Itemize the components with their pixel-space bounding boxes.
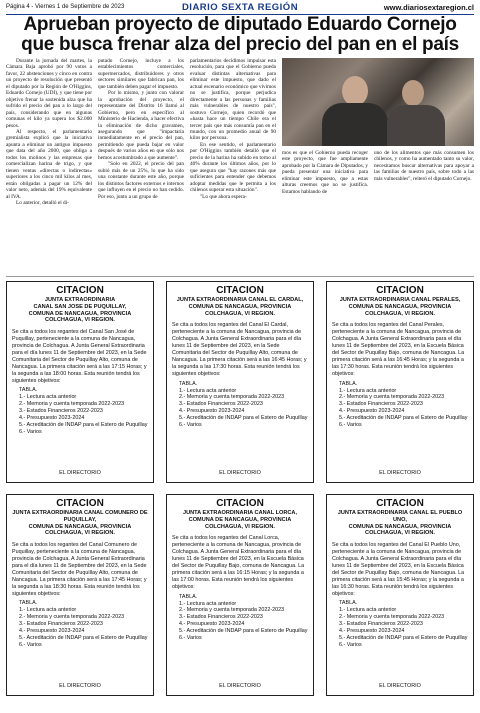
paragraph: Al respecto, el parlamentario gremialista explicó que la iniciativa apunta a eliminar un antiguo impuesto que data del año 2000, que obliga a todos los molinos y las empresas que comercializan harina de trigo, y que tienen ventas «directas o indirectas» superiores a los cinco mil kilos al mes, están obligadas a pagar un 12% del valor neto, además del 19% equivalente al IVA. — [6, 128, 92, 200]
agenda-item: 4.- Presupuesto 2023-2024 — [179, 408, 245, 415]
section-divider — [6, 276, 474, 277]
citation-table-label: TABLA. — [339, 380, 358, 387]
citation-body: Se cita a todos los regantes del Canal San José de Puquillay, perteneciente a la comuna de Nancagua, provincia de Colchagua. A Junta General Extraordinaria para el día lunes 11 de Septiembre del 2023, en la Sede Comunitaria del Sector de Puquillay Alto, comuna de Nancagua. La primera citación será a las 17:15 Horas; y la segunda a las 18:00 horas. Esta reunión tendrá los siguientes objetivos: — [12, 329, 147, 384]
paragraph: En ese sentido, el parlamentario por O'Higgins también detalló que el precio de la harina ha subido en torno al 40% durante los últimos años, por lo que asegura que "hay razones más que suficientes para entender que debemos adoptar medidas que le permita a los chilenos superar esta situación". — [190, 141, 276, 194]
citation-body: Se cita a todos los regantes del Canal El Pueblo Uno, perteneciente a la comuna de Nancagua, provincia de Colchagua. A Junta General Extraordinaria para el día lunes 11 de Septiembre del 2023, en la Escuela Básica del Sector de Puquillay Bajo, comuna de Nancagua. La primera citación será a las 15:45 Horas; y la segunda a las 16:30 horas. Esta reunión tendrá los siguientes objetivos: — [332, 542, 465, 597]
agenda-item: 4.- Presupuesto 2023-2024 — [339, 408, 405, 415]
citation-title: CITACION — [376, 285, 424, 296]
article-column-4 — [282, 150, 368, 273]
citation-signature: EL DIRECTORIO — [59, 470, 101, 476]
agenda-item: 3.- Estados Financieros 2022-2023 — [19, 621, 103, 628]
citation-heading: JUNTA EXTRAORDINARIA CANAL PERALES, COMUNA DE NANCAGUA, PROVINCIA COLCHAGUA, VI REGION. — [339, 297, 461, 317]
citation-heading: JUNTA EXTRAORDINARIA CANAL SAN JOSE DE PUQUILLAY, COMUNA DE NANCAGUA, PROVINCIA COLCHAGUA, VI REGION. — [28, 297, 132, 324]
paragraph: Lo anterior, detalló el di- — [16, 199, 69, 206]
citation-body: Se cita a todos los regantes del Canal Perales, perteneciente a la comuna de Nancagua, provincia de Colchagua. A Junta General Extraordinaria para el día lunes 11 de Septiembre del 2023, en la Escuela Básica del Sector de Puquillay Bajo, comuna de Nancagua. La primera citación será a las 16:45 Horas; y la segunda a las 17:30 horas. Esta reunión tendrá los siguientes objetivos: — [332, 322, 465, 377]
citation-body: Se cita a todos los regantes del Canal Lorca, perteneciente a la comuna de Nancagua, provincia de Colchagua. A Junta General Extraordinaria para el día lunes 11 de Septiembre del 2023, en la Escuela Básica del Sector de Puquillay Bajo, comuna de Nancagua. La primera citación será a las 16:15 Horas; y la segunda a las 17:00 horas. Esta reunión tendrá los siguientes objetivos: — [172, 535, 305, 590]
citation-title: CITACION — [56, 285, 104, 296]
agenda-item: 6.- Varios — [339, 641, 362, 648]
citation-heading: JUNTA EXTRAORDINARIA CANAL COMUNERO DE PUQUILLAY, COMUNA DE NANCAGUA, PROVINCIA COLCHAGUA, VI REGION. — [12, 510, 148, 537]
citation-table-label: TABLA. — [179, 380, 198, 387]
agenda-item: 5.- Acreditación de INDAP para el Estero de Puquillay — [179, 628, 308, 635]
citation-heading: JUNTA EXTRAORDINARIA CANAL LORCA, COMUNA DE NANCAGUA, PROVINCIA COLCHAGUA, VI REGION. — [182, 510, 298, 530]
citation-title: CITACION — [216, 498, 264, 509]
citation-notice — [166, 494, 314, 696]
citation-signature: EL DIRECTORIO — [219, 470, 261, 476]
citation-notice — [166, 281, 314, 483]
agenda-item: 3.- Estados Financieros 2022-2023 — [339, 401, 423, 408]
citation-notice — [6, 494, 154, 696]
citation-notice — [326, 494, 474, 696]
citation-table-label: TABLA. — [339, 600, 358, 607]
photo-person-body — [322, 103, 388, 146]
agenda-item: 5.- Acreditación de INDAP para el Estero de Puquillay — [339, 415, 468, 422]
citation-notice — [6, 281, 154, 483]
photo-person — [342, 76, 368, 106]
citation-heading: JUNTA EXTRAORDINARIA CANAL EL CARDAL, COMUNA DE NANCAGUA, PROVINCIA COLCHAGUA, VI REGION. — [176, 297, 304, 317]
paragraph: "Lo que ahora espera- — [200, 193, 247, 200]
headline: Aprueban proyecto de diputado Eduardo Cornejo que busca frenar alza del precio del pan en el país — [21, 14, 459, 55]
agenda-item: 2.- Memoria y cuenta temporada 2022-2023 — [179, 394, 285, 401]
article-column-5 — [374, 150, 474, 273]
agenda-item: 5.- Acreditación de INDAP para el Estero de Puquillay — [19, 634, 148, 641]
section-title: DIARIO SEXTA REGIÓN — [181, 2, 299, 13]
agenda-item: 2.- Memoria y cuenta temporada 2022-2023 — [179, 607, 285, 614]
agenda-item: 2.- Memoria y cuenta temporada 2022-2023 — [19, 614, 125, 621]
citation-body: Se cita a todos los regantes del Canal El Cardal, perteneciente a la comuna de Nancagua, provincia de Colchagua. A Junta General Extraordinaria para el día lunes 11 de Septiembre del 2023, en la Sede Comunitaria del Sector de Puquillay Alto, comuna de Nancagua. La primera citación será a las 16:45 Horas; y la segunda a las 17:30 horas. Esta reunión tendrá los siguientes objetivos: — [172, 322, 307, 377]
citation-table-label: TABLA. — [19, 600, 38, 607]
agenda-item: 2.- Memoria y cuenta temporada 2022-2023 — [19, 401, 125, 408]
agenda-item: 4.- Presupuesto 2023-2024 — [19, 415, 85, 422]
agenda-item: 3.- Estados Financieros 2022-2023 — [179, 614, 263, 621]
agenda-item: 3.- Estados Financieros 2022-2023 — [179, 401, 263, 408]
agenda-item: 6.- Varios — [19, 428, 42, 435]
photo-person — [402, 80, 424, 106]
article-photo — [282, 58, 474, 146]
agenda-item: 2.- Memoria y cuenta temporada 2022-2023 — [339, 394, 445, 401]
citation-signature: EL DIRECTORIO — [379, 683, 421, 689]
paragraph: uno de los alimentos que más consumen los chilenos, y como ha aumentado tanto su valor, necesitamos buscar alternativas para apoyar a las familias de nuestro país, sobre todo a las más vulnerables", reiteró el diputado Cornejo. — [374, 150, 474, 182]
page-date: Página 4 - Viernes 1 de Septiembre de 2023 — [6, 4, 125, 10]
citation-title: CITACION — [56, 498, 104, 509]
citation-body: Se cita a todos los regantes del Canal Comunero de Puquillay, perteneciente a la comuna de Nancagua, provincia de Colchagua. A Junta General Extraordinaria para el día lunes 11 de Septiembre del 2023, en la Sede Comunitaria del Sector de Puquillay Alto, comuna de Nancagua. La primera citación será a las 17:45 Horas; y la segunda a las 18:30 horas. Esta reunión tendrá los siguientes objetivos: — [12, 542, 147, 597]
photo-person-body — [387, 105, 445, 146]
agenda-item: 4.- Presupuesto 2023-2024 — [179, 621, 245, 628]
agenda-item: 6.- Varios — [179, 422, 202, 429]
agenda-item: 5.- Acreditación de INDAP para el Estero de Puquillay — [19, 421, 148, 428]
agenda-item: 6.- Varios — [339, 422, 362, 429]
citation-title: CITACION — [376, 498, 424, 509]
agenda-item: 4.- Presupuesto 2023-2024 — [19, 628, 85, 635]
agenda-item: 1.- Lectura acta anterior — [179, 600, 237, 607]
agenda-item: 5.- Acreditación de INDAP para el Estero de Puquillay — [179, 415, 308, 422]
citation-signature: EL DIRECTORIO — [219, 683, 261, 689]
agenda-item: 3.- Estados Financieros 2022-2023 — [19, 408, 103, 415]
agenda-item: 1.- Lectura acta anterior — [179, 387, 237, 394]
agenda-item: 5.- Acreditación de INDAP para el Estero de Puquillay — [339, 634, 468, 641]
citation-table-label: TABLA. — [19, 387, 38, 394]
citation-notice — [326, 281, 474, 483]
agenda-item: 4.- Presupuesto 2023-2024 — [339, 628, 405, 635]
citation-signature: EL DIRECTORIO — [59, 683, 101, 689]
paragraph: parlamentarios decidimos impulsar esta resolución, para que el Gobierno pueda evaluar distintas alternativas para eliminar este impuesto, que dado el actual escenario económico que vivimos no se justifica, porque perjudica directamente a las personas y familias más vulnerables de nuestro país", sostuvo Cornejo, quien recordó que «hasta hace un tiempo Chile era el tercer país que más consumía pan en el mundo, con un promedio anual de 90 kilos por persona. — [190, 58, 276, 142]
article-column-2 — [98, 58, 184, 273]
paragraph: "Solo en 2022, el precio del pan subió más de un 25%, lo que ha sido una constante durante este año, porque los distintos factores externos e internos que influyen en el precio no han cedido. Por eso, junto a un grupo de — [98, 161, 184, 200]
article-column-1 — [6, 58, 92, 273]
paragraph: Durante la jornada del martes, la Cámara Baja aprobó por 90 votos a favor, 22 abstenciones y cinco en contra un proyecto de resolución que presentó el diputado por la Región de O'Higgins, Eduardo Cornejo (UDI), y que tiene por objetivo frenar la sostenida alza que ha sufrido el precio del pan a lo largo del país, considerando que en algunas comunas el kilo ya supera los $2.000 pesos. — [6, 58, 92, 129]
agenda-item: 6.- Varios — [179, 635, 202, 642]
agenda-item: 2.- Memoria y cuenta temporada 2022-2023 — [339, 614, 445, 621]
article-column-3 — [190, 58, 276, 273]
citation-heading: JUNTA EXTRAORDINARIA CANAL EL PUEBLO UNO, COMUNA DE NANCAGUA, PROVINCIA COLCHAGUA, VI REGION. — [337, 510, 463, 537]
agenda-item: 3.- Estados Financieros 2022-2023 — [339, 621, 423, 628]
paragraph: Por lo mismo, y junto con valorar la aprobación del proyecto, el representante del Distrito 16 llamó al Gobierno, pero en específico al Ministerio de Hacienda, a hacer efectiva la eliminación de dicho gravamen, asegurando que "impactaría inmediatamente en el precio del pan, permitiendo que pueda bajar en valor después de varios años en que sólo nos hemos acostumbrado a que aumente". — [98, 90, 184, 161]
citation-signature: EL DIRECTORIO — [379, 470, 421, 476]
agenda-item: 1.- Lectura acta anterior — [19, 394, 77, 401]
site-url[interactable]: www.diariosextaregion.cl — [383, 3, 474, 12]
agenda-item: 1.- Lectura acta anterior — [19, 607, 77, 614]
agenda-item: 1.- Lectura acta anterior — [339, 607, 397, 614]
agenda-item: 6.- Varios — [19, 641, 42, 648]
paragraph: mos es que el Gobierno pueda recoger este proyecto, que fue ampliamente aprobado por la Cámara de Diputados, y pueda presentar una iniciativa para eliminar este impuesto, que a estas alturas creemos que no se justifica. Estamos hablando de — [282, 150, 368, 195]
citation-title: CITACION — [216, 285, 264, 296]
paragraph: putado Cornejo, incluye a los establecimientos comerciales, supermercados, distribuidores y otros sectores similares que fabrican pan, los que también deben pagar el impuesto. — [98, 58, 184, 90]
citation-table-label: TABLA. — [179, 593, 198, 600]
agenda-item: 1.- Lectura acta anterior — [339, 387, 397, 394]
